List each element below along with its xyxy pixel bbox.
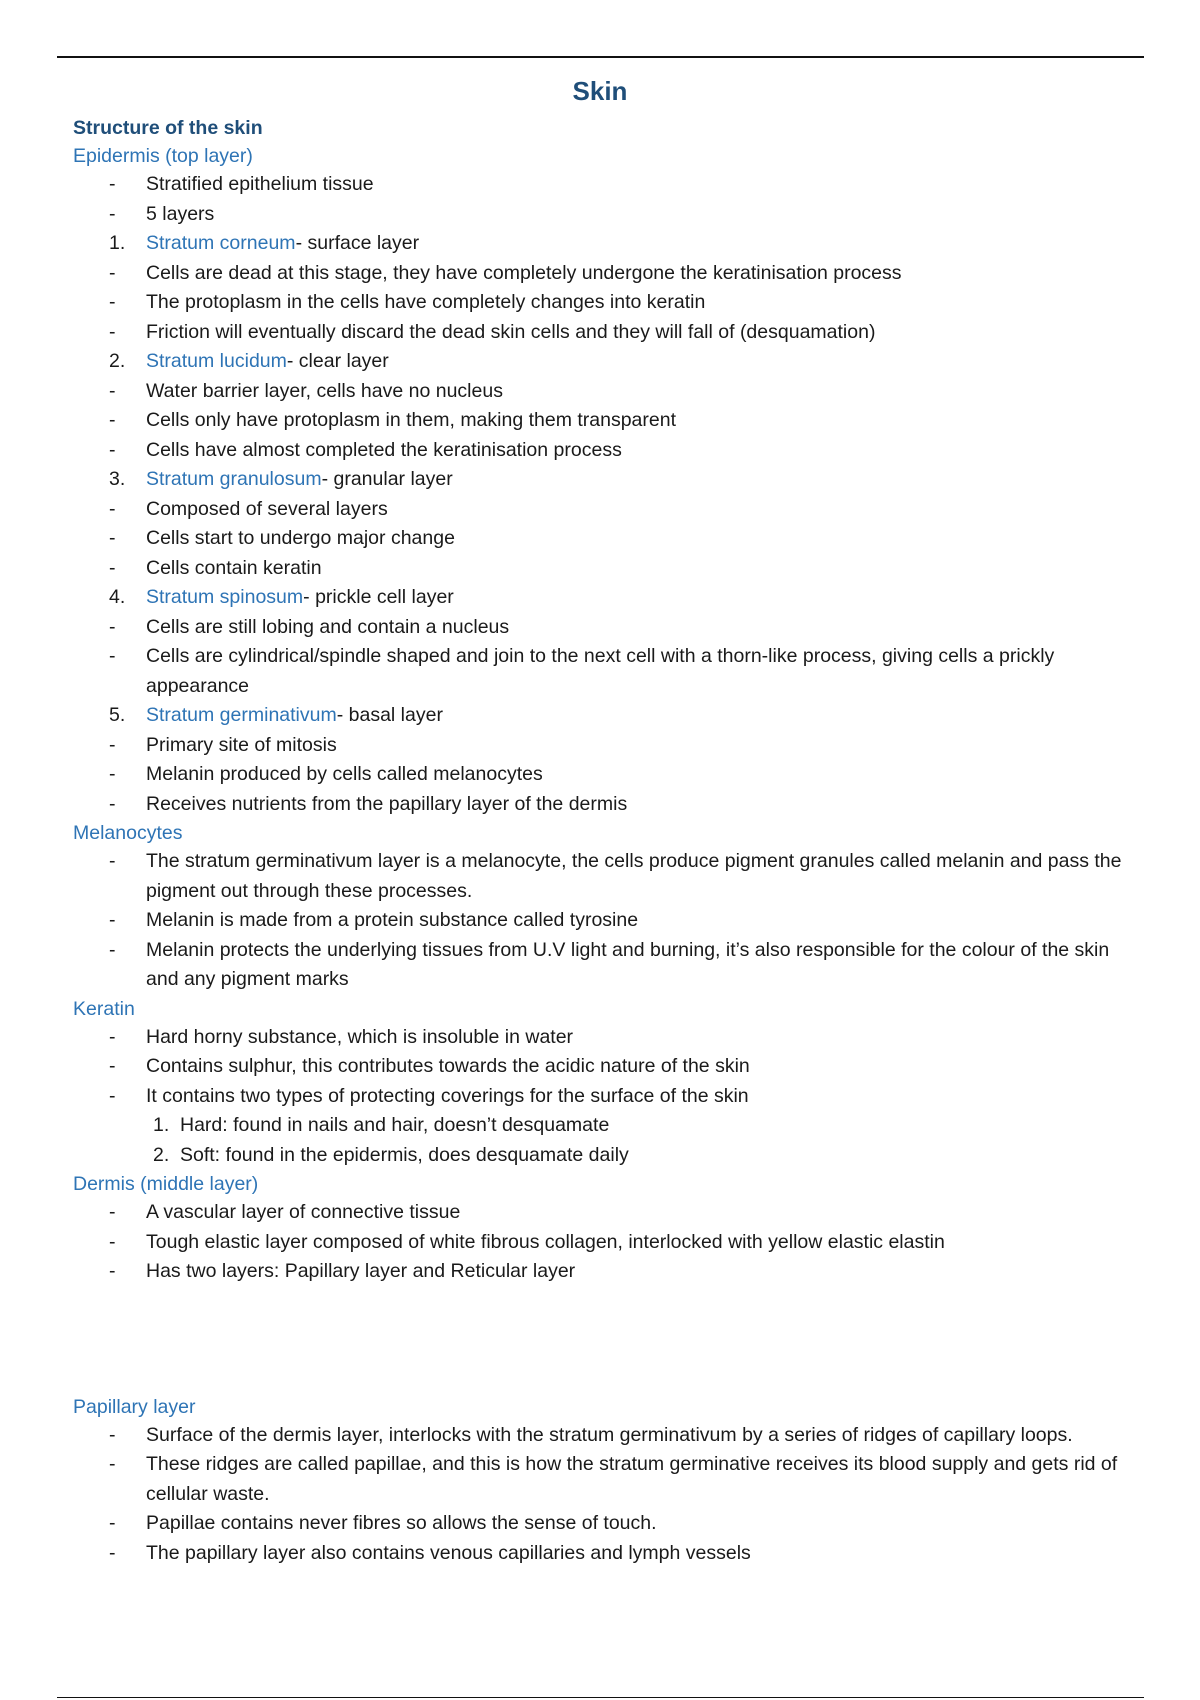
bullet-dash: - (109, 438, 116, 461)
layer-name: Stratum granulosum (146, 468, 322, 490)
list-number: 5. (109, 704, 126, 726)
section-heading-structure: Structure of the skin (73, 117, 263, 139)
list-item (73, 495, 1133, 525)
list-item (73, 1023, 1133, 1053)
layer-name: Stratum corneum (146, 232, 296, 254)
keratin-type-item (73, 1141, 1133, 1171)
list-item (73, 1421, 1133, 1451)
list-item (73, 906, 1133, 936)
bottom-rule (57, 1697, 1144, 1698)
list-number: 3. (109, 468, 126, 490)
bullet-text: Cells are dead at this stage, they have completely undergone the keratinisation process (146, 261, 902, 284)
list-item (73, 259, 1133, 289)
bullet-text: Melanin protects the underlying tissues from U.V light and burning, it’s also responsible for the colour of the skin and any pigment marks (146, 938, 1110, 990)
list-item (73, 790, 1133, 820)
layer-name: Stratum spinosum (146, 586, 304, 608)
list-item (73, 847, 1133, 906)
layer-item (73, 465, 1133, 495)
layer-description: - basal layer (336, 704, 443, 726)
layer-description: - prickle cell layer (303, 586, 454, 608)
spacer (73, 1287, 1133, 1393)
bullet-text: Cells start to undergo major change (146, 527, 455, 549)
bullet-dash: - (109, 497, 116, 520)
section-heading-papillary: Papillary layer (73, 1395, 196, 1418)
bullet-text: 5 layers (146, 202, 215, 225)
bullet-text: These ridges are called papillae, and this is how the stratum germinative receives its blood supply and gets rid of cellular waste. (146, 1453, 1118, 1505)
bullet-text: Melanin is made from a protein substance called tyrosine (146, 909, 639, 931)
list-item (73, 1257, 1133, 1287)
bullet-text: Water barrier layer, cells have no nucleus (146, 379, 503, 402)
bullet-text: The protoplasm in the cells have completely changes into keratin (146, 291, 706, 313)
list-item (73, 1082, 1133, 1112)
bullet-dash: - (109, 320, 116, 343)
list-item (73, 1198, 1133, 1228)
list-number: 1. (109, 232, 126, 254)
layer-description: - granular layer (321, 468, 453, 490)
bullet-text: Composed of several layers (146, 497, 388, 520)
list-number: 4. (109, 586, 126, 608)
bullet-text: Hard horny substance, which is insoluble in water (146, 1025, 574, 1048)
list-item (73, 524, 1133, 554)
bullet-dash: - (109, 1084, 116, 1107)
list-number: 2. (153, 1143, 170, 1166)
list-item (73, 200, 1133, 230)
list-item (73, 170, 1133, 200)
bullet-text: Cells are cylindrical/spindle shaped and join to the next cell with a thorn-like process, giving cells a prickly appearance (146, 645, 1055, 697)
bullet-dash: - (109, 1512, 116, 1534)
bullet-text: Stratified epithelium tissue (146, 173, 374, 195)
list-item (73, 1509, 1133, 1539)
bullet-dash: - (109, 1230, 116, 1253)
list-item (73, 613, 1133, 643)
list-item (73, 1450, 1133, 1509)
bullet-dash: - (109, 261, 116, 284)
bullet-text: Friction will eventually discard the dead skin cells and they will fall of (desquamation) (146, 320, 876, 343)
bullet-dash: - (109, 379, 116, 402)
list-item (73, 936, 1133, 995)
bullet-dash: - (109, 1423, 116, 1446)
bullet-text: Melanin produced by cells called melanocytes (146, 763, 543, 785)
bullet-dash: - (109, 291, 116, 313)
bullet-text: Cells are still lobing and contain a nucleus (146, 615, 510, 638)
bullet-dash: - (109, 733, 116, 756)
section-heading-keratin: Keratin (73, 997, 135, 1020)
bullet-dash: - (109, 938, 116, 961)
list-item (73, 642, 1133, 701)
bullet-dash: - (109, 645, 116, 667)
section-heading-dermis: Dermis (middle layer) (73, 1173, 259, 1195)
list-number: 2. (109, 350, 126, 372)
list-number: 1. (153, 1114, 170, 1136)
list-item (73, 377, 1133, 407)
bullet-text: A vascular layer of connective tissue (146, 1201, 461, 1223)
bullet-text: Cells only have protoplasm in them, making them transparent (146, 409, 677, 431)
layer-item (73, 701, 1133, 731)
bullet-text: Primary site of mitosis (146, 733, 337, 756)
bullet-dash: - (109, 792, 116, 815)
section-heading-melanocytes: Melanocytes (73, 822, 183, 844)
layer-item (73, 229, 1133, 259)
bullet-text: Cells contain keratin (146, 556, 322, 579)
bullet-dash: - (109, 763, 116, 785)
bullet-text: Receives nutrients from the papillary layer of the dermis (146, 792, 628, 815)
list-item (73, 1228, 1133, 1258)
bullet-dash: - (109, 1055, 116, 1077)
bullet-dash: - (109, 527, 116, 549)
top-rule (57, 56, 1144, 58)
layer-description: - surface layer (295, 232, 420, 254)
bullet-dash: - (109, 1025, 116, 1048)
list-item (73, 1539, 1133, 1569)
bullet-text: Surface of the dermis layer, interlocks with the stratum germinativum by a series of ridges of capillary loops. (146, 1423, 1073, 1446)
list-item (73, 436, 1133, 466)
bullet-dash: - (109, 409, 116, 431)
bullet-dash: - (109, 1541, 116, 1564)
bullet-dash: - (109, 1453, 116, 1475)
list-item (73, 554, 1133, 584)
page-title: Skin (572, 76, 628, 106)
bullet-text: Cells have almost completed the keratinisation process (146, 438, 622, 461)
bullet-dash: - (109, 173, 116, 195)
list-item (73, 760, 1133, 790)
bullet-dash: - (109, 909, 116, 931)
keratin-type-item (73, 1111, 1133, 1141)
bullet-dash: - (109, 202, 116, 225)
list-item (73, 406, 1133, 436)
keratin-type-text: Hard: found in nails and hair, doesn’t desquamate (180, 1114, 610, 1136)
list-item (73, 318, 1133, 348)
layer-name: Stratum lucidum (146, 350, 287, 372)
layer-item (73, 347, 1133, 377)
list-item (73, 731, 1133, 761)
list-item (73, 288, 1133, 318)
bullet-text: The stratum germinativum layer is a melanocyte, the cells produce pigment granules called melanin and pass the pigment out through these processes. (146, 850, 1122, 902)
list-item (73, 1052, 1133, 1082)
section-heading-epidermis: Epidermis (top layer) (73, 145, 253, 167)
layer-description: - clear layer (286, 350, 389, 372)
bullet-dash: - (109, 556, 116, 579)
bullet-dash: - (109, 615, 116, 638)
bullet-dash: - (109, 850, 116, 872)
bullet-dash: - (109, 1260, 116, 1282)
document-body (73, 114, 1133, 1568)
bullet-text: The papillary layer also contains venous capillaries and lymph vessels (146, 1541, 751, 1564)
bullet-text: Contains sulphur, this contributes towards the acidic nature of the skin (146, 1055, 750, 1077)
keratin-type-text: Soft: found in the epidermis, does desquamate daily (180, 1143, 629, 1166)
bullet-text: Papillae contains never fibres so allows the sense of touch. (146, 1512, 657, 1534)
bullet-text: It contains two types of protecting coverings for the surface of the skin (146, 1084, 749, 1107)
bullet-text: Has two layers: Papillary layer and Reticular layer (146, 1260, 576, 1282)
layer-name: Stratum germinativum (146, 704, 337, 726)
layer-item (73, 583, 1133, 613)
bullet-dash: - (109, 1201, 116, 1223)
bullet-text: Tough elastic layer composed of white fibrous collagen, interlocked with yellow elastic elastin (146, 1230, 945, 1253)
